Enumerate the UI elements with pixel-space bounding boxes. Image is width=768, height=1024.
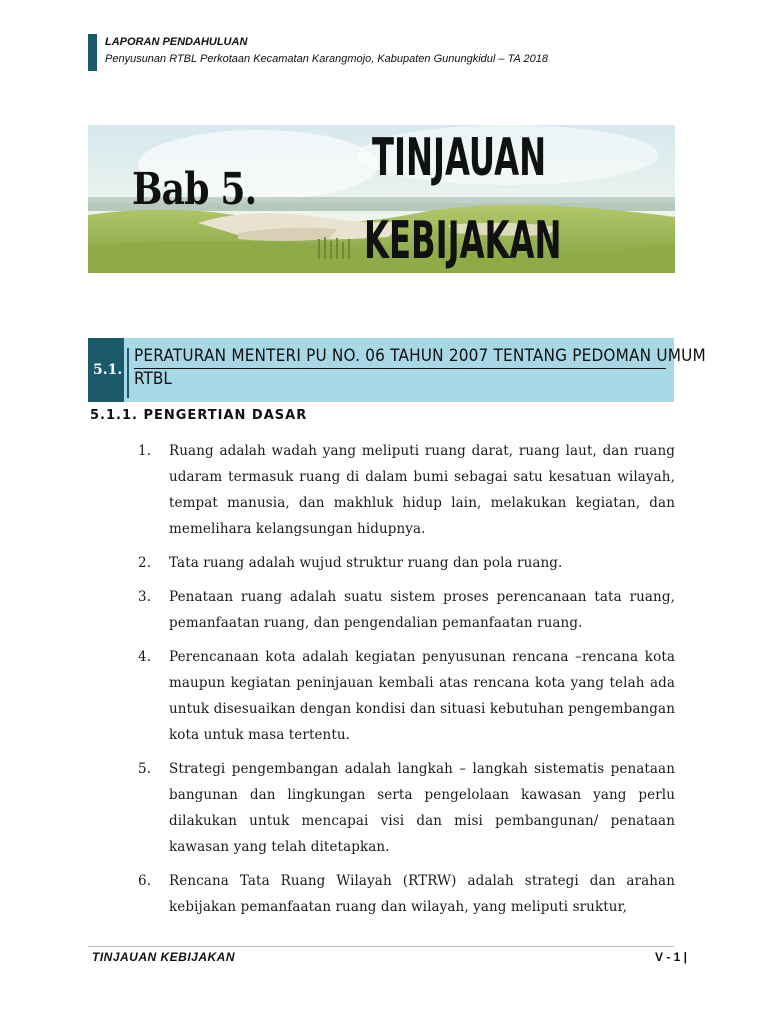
chapter-title-line2: KEBIJAKAN xyxy=(364,211,562,271)
footer-chapter-label: TINJAUAN KEBIJAKAN xyxy=(92,950,236,964)
list-item-text: Ruang adalah wadah yang meliputi ruang darat, ruang laut, dan ruang udaram termasuk ruang di dalam bumi sebagai satu kesatuan wilayah, tempat manusia, dan makhluk hidup lain, melakukan kegiatan, dan memelihara kelangsungan hidupnya. xyxy=(169,443,675,537)
list-item-text: Perencanaan kota adalah kegiatan penyusunan rencana –rencana kota maupun kegiatan peninjauan kembali atas rencana kota yang telah ada untuk disesuaikan dengan kondisi dan situasi kebutuhan pengembangan kota untuk masa tertentu. xyxy=(169,649,675,743)
list-item xyxy=(138,438,675,542)
subsection-title: 5.1.1. PENGERTIAN DASAR xyxy=(90,408,308,423)
list-item xyxy=(138,550,675,576)
section-title-line1: PERATURAN MENTERI PU NO. 06 TAHUN 2007 TENTANG PEDOMAN UMUM xyxy=(134,346,706,366)
list-item xyxy=(138,868,675,920)
section-title-line2: RTBL xyxy=(134,369,172,389)
list-item-text: Strategi pengembangan adalah langkah – langkah sistematis penataan bangunan dan lingkungan serta pengelolaan kawasan yang perlu dilakukan untuk mencapai visi dan misi pembangunan/ penataan kawasan yang telah ditetapkan. xyxy=(169,761,675,855)
header-accent-bar xyxy=(88,34,97,71)
list-item xyxy=(138,644,675,748)
list-item-text: Tata ruang adalah wujud struktur ruang dan pola ruang. xyxy=(169,555,563,571)
chapter-number: Bab 5. xyxy=(132,164,257,215)
list-item-number: 2. xyxy=(138,555,152,571)
section-number: 5.1. xyxy=(93,362,123,378)
definition-list xyxy=(138,438,675,928)
list-item-text: Rencana Tata Ruang Wilayah (RTRW) adalah strategi dan arahan kebijakan pemanfaatan ruang dan wilayah, yang meliputi sruktur, xyxy=(169,873,675,915)
report-subtitle: Penyusunan RTBL Perkotaan Kecamatan Karangmojo, Kabupaten Gunungkidul – TA 2018 xyxy=(105,53,548,65)
list-item-number: 5. xyxy=(138,761,152,777)
chapter-title-line1: TINJAUAN xyxy=(372,128,547,188)
list-item-number: 4. xyxy=(138,649,152,665)
section-title-underline xyxy=(134,368,666,369)
list-item-text: Penataan ruang adalah suatu sistem proses perencanaan tata ruang, pemanfaatan ruang, dan pengendalian pemanfaatan ruang. xyxy=(169,589,675,631)
footer-rule xyxy=(88,946,674,947)
report-title: LAPORAN PENDAHULUAN xyxy=(105,36,248,48)
section-divider xyxy=(127,348,129,398)
page-number: V - 1 | xyxy=(655,950,688,964)
list-item-number: 3. xyxy=(138,589,152,605)
list-item-number: 6. xyxy=(138,873,152,889)
list-item xyxy=(138,584,675,636)
list-item-number: 1. xyxy=(138,443,152,459)
list-item xyxy=(138,756,675,860)
